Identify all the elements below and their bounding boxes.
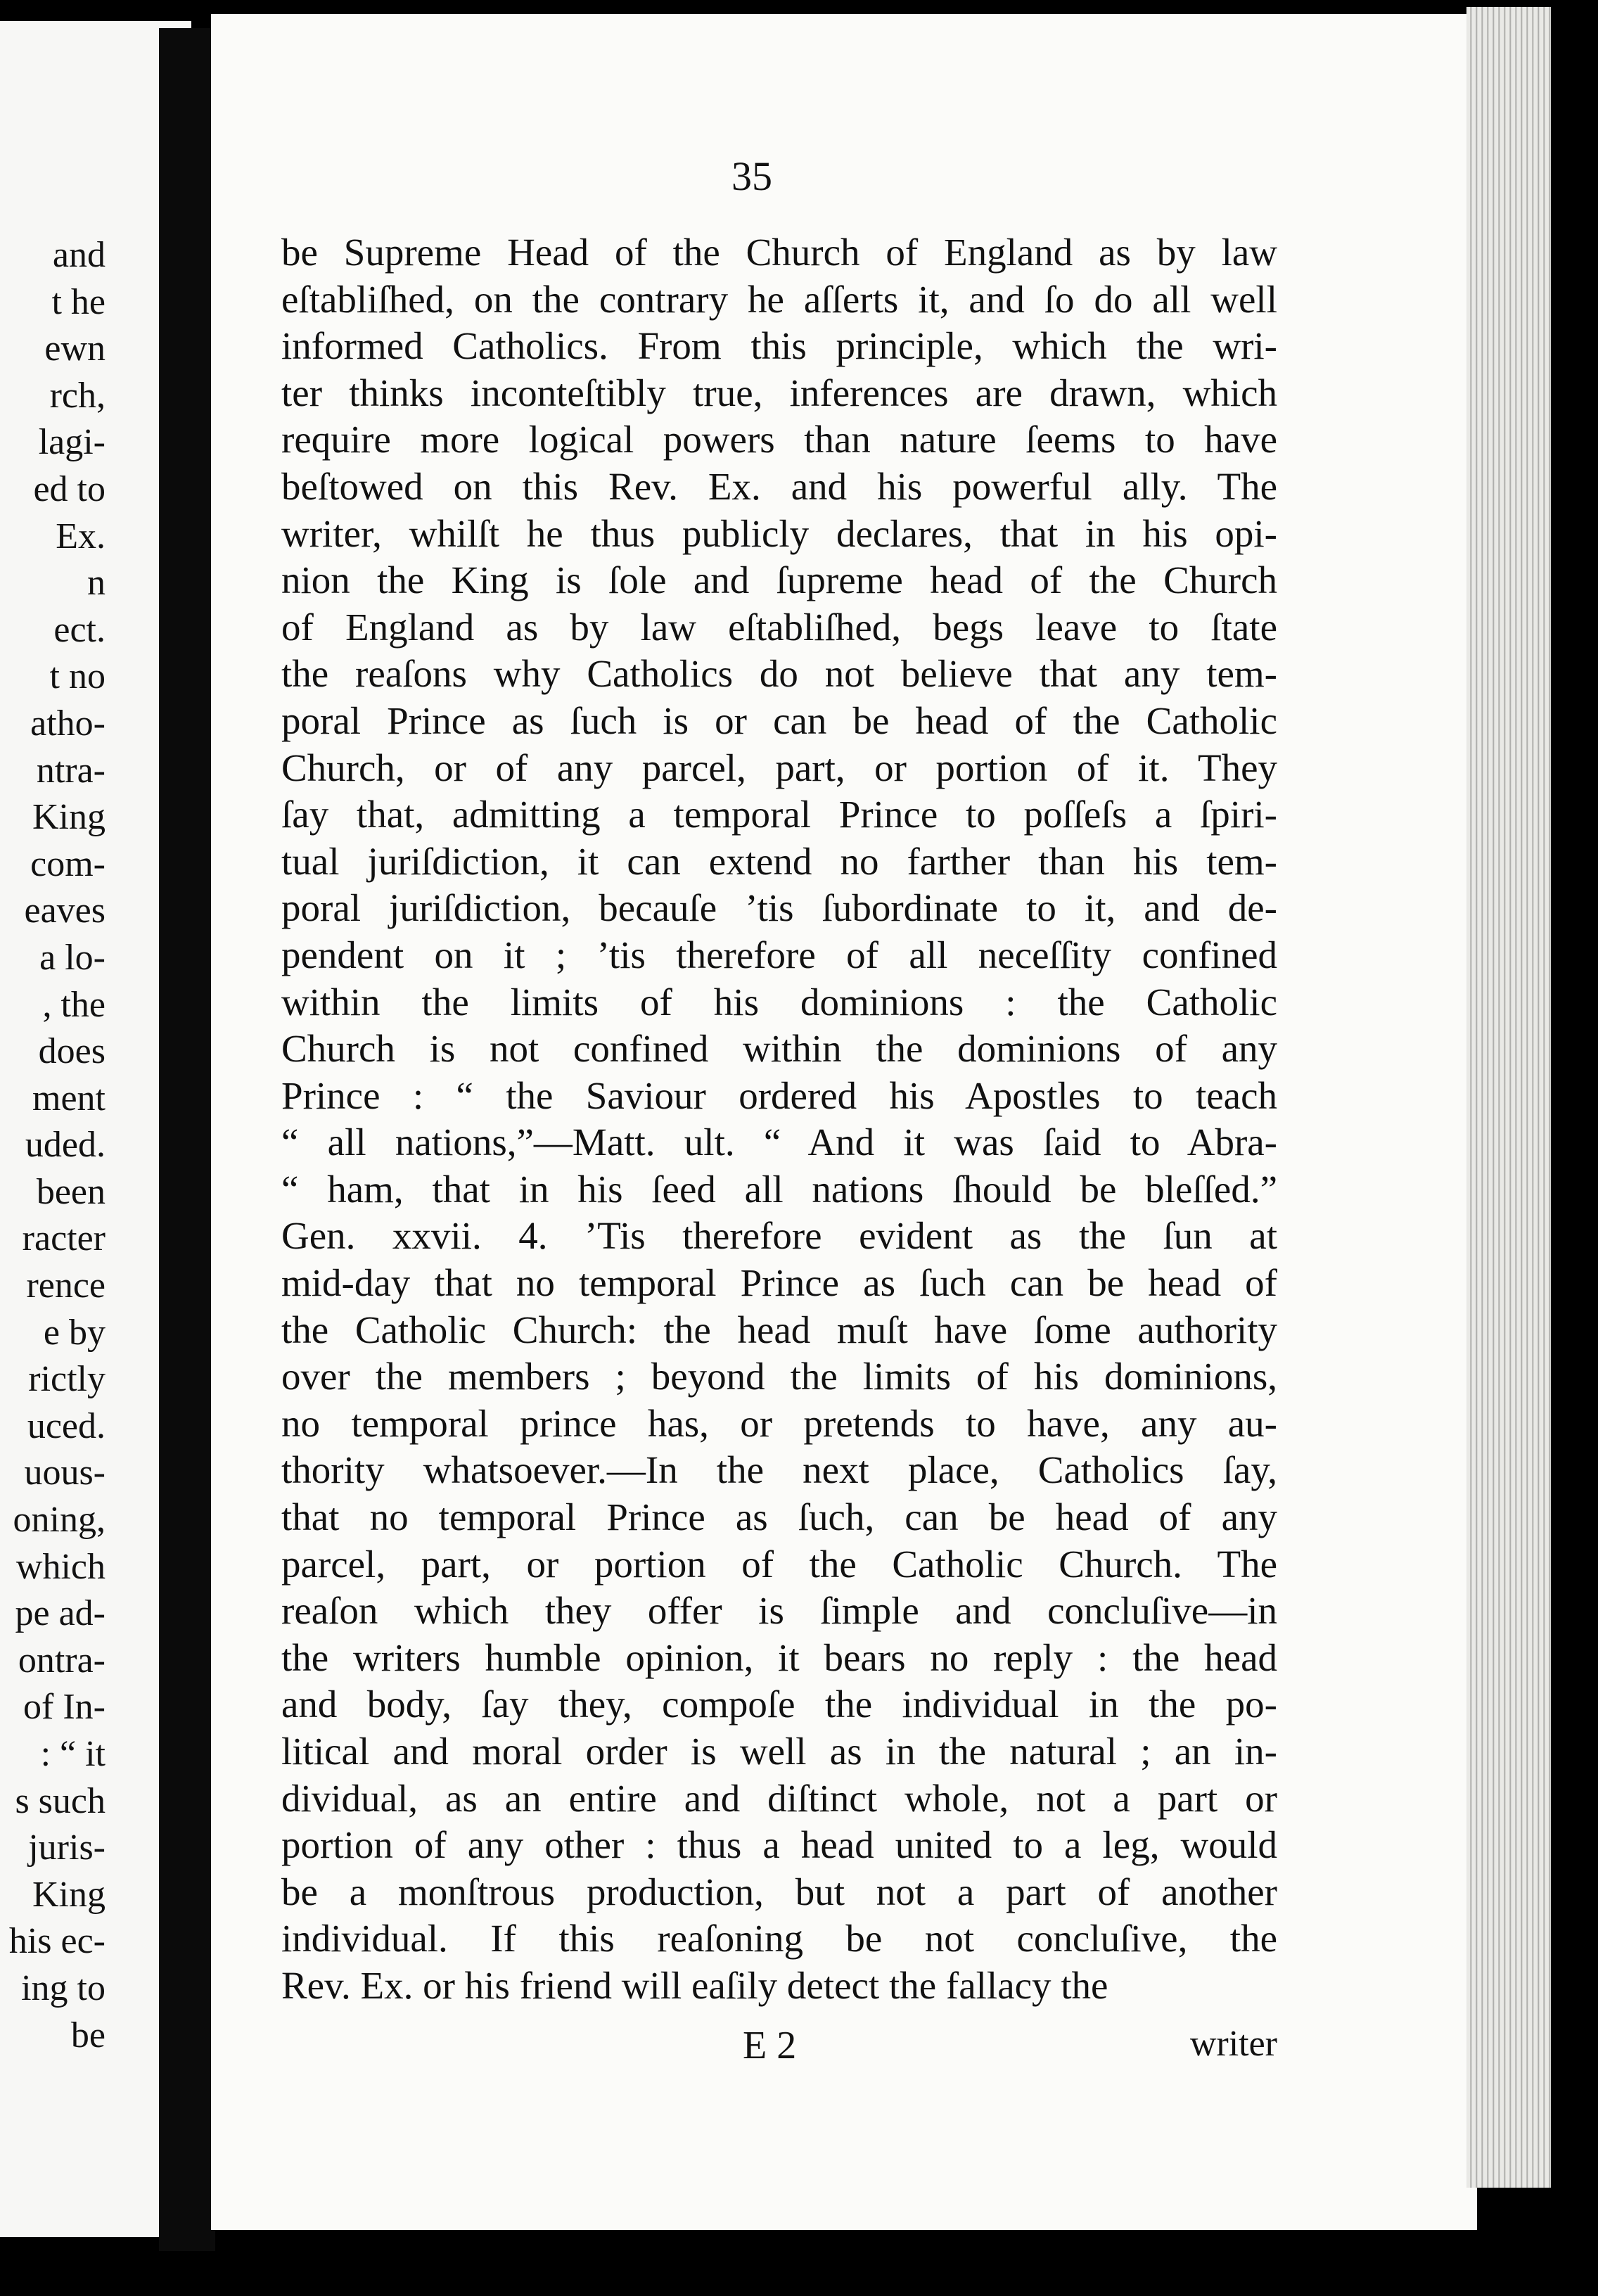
text-line: the Catholic Church: the head muſt have ſome authority	[281, 1308, 1277, 1351]
facing-page-line: n	[87, 563, 106, 604]
text-line: individual. If this reaſoning be not concluſive, the	[281, 1917, 1277, 1960]
text-line: writer, whilſt he thus publicly declares, that in his opi-	[281, 511, 1277, 555]
facing-page-line: ed to	[33, 468, 106, 509]
text-line: poral Prince as ſuch is or can be head of the Catholic	[281, 699, 1277, 742]
catchword: writer	[1189, 2024, 1277, 2064]
facing-page-line: uous-	[24, 1453, 106, 1493]
facing-page-line: , the	[42, 984, 106, 1025]
text-line: thority whatsoever.—In the next place, Catholics ſay,	[281, 1448, 1277, 1492]
text-line: “ all nations,”—Matt. ult. “ And it was ſaid to Abra-	[281, 1121, 1277, 1164]
facing-page-line: uded.	[25, 1125, 106, 1166]
facing-page-line: eaves	[24, 891, 106, 931]
facing-page-line: a lo-	[39, 937, 106, 978]
text-line: nion the King is ſole and ſupreme head of the Church	[281, 559, 1277, 602]
facing-page-line: s such	[15, 1780, 106, 1821]
text-line: within the limits of his dominions : the Catholic	[281, 980, 1277, 1023]
facing-page-line: ontra-	[18, 1640, 106, 1680]
text-line: of England as by law eſtabliſhed, begs leave to ſtate	[281, 605, 1277, 649]
facing-page-line: pe ad-	[15, 1593, 106, 1634]
facing-page-line: his ec-	[8, 1921, 106, 1962]
facing-page-line: ing to	[21, 1967, 106, 2008]
facing-page-line: t no	[49, 656, 106, 697]
text-line: Prince : “ the Saviour ordered his Apostles to teach	[281, 1073, 1277, 1117]
facing-page-line: be	[70, 2015, 106, 2055]
facing-page-line: rictly	[28, 1359, 106, 1400]
facing-page-line: rch,	[49, 375, 106, 416]
body-text	[281, 229, 1277, 2010]
text-line: mid-day that no temporal Prince as ſuch can be head of	[281, 1261, 1277, 1305]
page-number: 35	[731, 153, 772, 199]
facing-page-line: ment	[32, 1078, 106, 1118]
text-line: pendent on it ; ’tis therefore of all neceſſity confined	[281, 933, 1277, 976]
facing-page-line: does	[38, 1031, 106, 1072]
text-line: Church, or of any parcel, part, or portion of it. They	[281, 746, 1277, 789]
facing-page-line: lagi-	[38, 422, 106, 463]
facing-page-line: oning,	[13, 1500, 106, 1541]
text-line: that no temporal Prince as ſuch, can be head of any	[281, 1495, 1277, 1539]
facing-page-line: t he	[51, 281, 106, 322]
facing-page-line: King	[32, 797, 106, 838]
text-line: parcel, part, or portion of the Catholic Church. The	[281, 1542, 1277, 1586]
facing-page-line: which	[15, 1546, 106, 1587]
text-line: poral juriſdiction, becauſe ’tis ſubordinate to it, and de-	[281, 886, 1277, 930]
text-line: be a monſtrous production, but not a part of another	[281, 1870, 1277, 1913]
text-line: litical and moral order is well as in the natural ; an in-	[281, 1730, 1277, 1773]
text-line: ter thinks inconteſtibly true, inferences are drawn, which	[281, 371, 1277, 414]
text-line: tual juriſdiction, it can extend no farther than his tem-	[281, 839, 1277, 883]
signature-mark: E 2	[743, 2024, 797, 2067]
text-line: ſay that, admitting a temporal Prince to poſſeſs a ſpiri-	[281, 793, 1277, 836]
facing-page-line: of In-	[23, 1687, 106, 1728]
text-line: informed Catholics. From this principle, which the wri-	[281, 324, 1277, 368]
facing-page-line: Ex.	[56, 516, 106, 556]
text-line: dividual, as an entire and diſtinct whole, not a part or	[281, 1776, 1277, 1820]
facing-page-line: atho-	[30, 703, 106, 744]
text-line: the writers humble opinion, it bears no reply : the head	[281, 1635, 1277, 1679]
facing-page-line: uced.	[27, 1405, 106, 1446]
text-line: be Supreme Head of the Church of England as by law	[281, 231, 1277, 274]
facing-page-line: ect.	[53, 609, 106, 650]
facing-page-line: rence	[26, 1265, 106, 1306]
text-line: reaſon which they offer is ſimple and concluſive—in	[281, 1589, 1277, 1633]
text-line: Gen. xxvii. 4. ’Tis therefore evident as the ſun at	[281, 1214, 1277, 1258]
facing-page-line: King	[32, 1874, 106, 1915]
text-line: Rev. Ex. or his friend will eaſily detect the fallacy the	[281, 1963, 1108, 2007]
facing-page-line: and	[52, 235, 106, 275]
text-line: the reaſons why Catholics do not believe that any tem-	[281, 652, 1277, 696]
facing-page-line: : “ it	[40, 1734, 106, 1774]
facing-page-line: com-	[30, 843, 106, 884]
facing-page-line: ewn	[44, 329, 106, 369]
text-line: beſtowed on this Rev. Ex. and his powerful ally. The	[281, 464, 1277, 508]
facing-page-line: e by	[43, 1312, 106, 1353]
text-line: “ ham, that in his ſeed all nations ſhould be bleſſed.”	[281, 1167, 1277, 1211]
text-line: over the members ; beyond the limits of his dominions,	[281, 1355, 1277, 1398]
text-line: Church is not confined within the dominions of any	[281, 1027, 1277, 1071]
book-gutter	[159, 28, 215, 2251]
text-line: eſtabliſhed, on the contrary he aſſerts it, and ſo do all well	[281, 277, 1277, 321]
facing-page-line: been	[36, 1171, 106, 1212]
page-edges	[1466, 7, 1551, 2188]
text-line: require more logical powers than nature ſeems to have	[281, 418, 1277, 461]
text-line: and body, ſay they, compoſe the individual in the po-	[281, 1683, 1277, 1726]
facing-page-text	[0, 232, 106, 2059]
facing-page-line: juris-	[28, 1828, 106, 1868]
facing-page-line: ntra-	[36, 750, 106, 791]
facing-page-line: racter	[22, 1218, 106, 1259]
text-line: no temporal prince has, or pretends to have, any au-	[281, 1401, 1277, 1445]
text-line: portion of any other : thus a head united to a leg, would	[281, 1823, 1277, 1867]
